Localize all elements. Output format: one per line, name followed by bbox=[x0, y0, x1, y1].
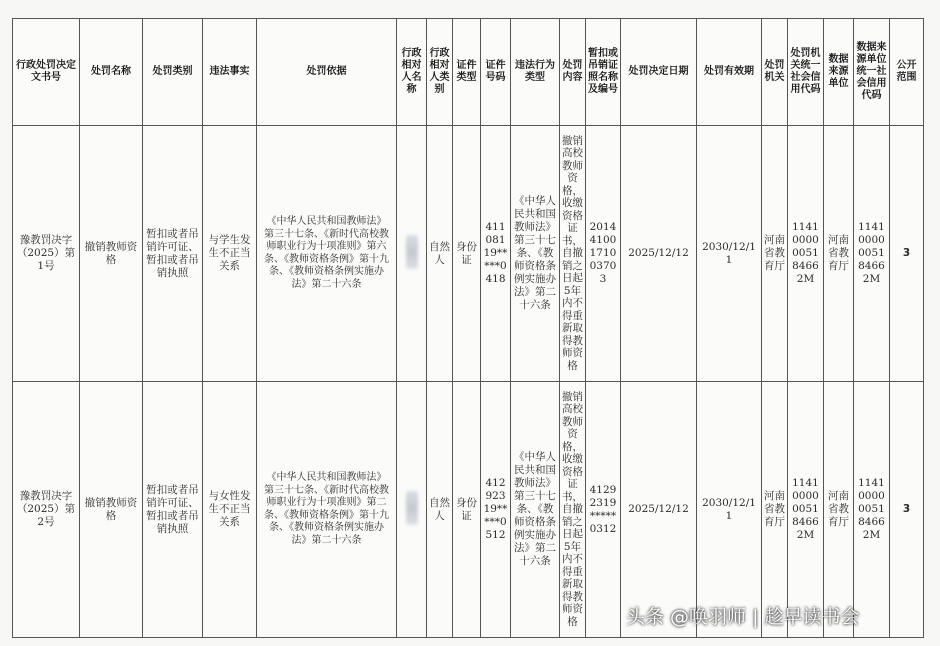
valid-until-cell: 2030/12/11 bbox=[697, 126, 762, 382]
decision-date-cell: 2025/12/12 bbox=[621, 382, 697, 638]
header-cell: 处罚类别 bbox=[143, 19, 203, 126]
content-cell: 撤销高校教师资格，收缴资格证书，自撤销之日起5年内不得重新取得教师资格 bbox=[560, 126, 586, 382]
header-cell: 违法行为类型 bbox=[511, 19, 560, 126]
id-number-cell: 41292319*****0512 bbox=[481, 382, 511, 638]
category-cell: 暂扣或者吊销许可证、暂扣或者吊销执照 bbox=[143, 126, 203, 382]
header-cell: 处罚依据 bbox=[257, 19, 397, 126]
id-type-cell: 身份证 bbox=[453, 126, 481, 382]
header-cell: 数据来源单位 bbox=[824, 19, 854, 126]
header-cell: 证件类型 bbox=[453, 19, 481, 126]
basis-cell: 《中华人民共和国教师法》第三十七条、《新时代高校教师职业行为十项准则》第二条、《教师资格条例》第十九条、《教师资格条例实施办法》第二十六条 bbox=[257, 382, 397, 638]
header-cell: 处罚机关 bbox=[762, 19, 788, 126]
header-cell: 证件号码 bbox=[481, 19, 511, 126]
party-name-cell bbox=[397, 382, 427, 638]
scope-cell: 3 bbox=[890, 126, 924, 382]
header-cell: 处罚决定日期 bbox=[621, 19, 697, 126]
id-number-cell: 41108119*****0418 bbox=[481, 126, 511, 382]
redacted-name bbox=[406, 491, 418, 525]
penalty-table bbox=[12, 18, 924, 638]
party-name-cell bbox=[397, 126, 427, 382]
party-type-cell: 自然人 bbox=[427, 126, 453, 382]
penalty-name-cell: 撤销教师资格 bbox=[80, 382, 143, 638]
authority-cell: 河南省教育厅 bbox=[762, 126, 788, 382]
doc-number-cell: 豫教罚决字（2025）第1号 bbox=[13, 126, 80, 382]
penalty-name-cell: 撤销教师资格 bbox=[80, 126, 143, 382]
license-cell: 20144100171003703 bbox=[586, 126, 621, 382]
authority-code-cell: 11410000005184662M bbox=[788, 126, 824, 382]
id-type-cell: 身份证 bbox=[453, 382, 481, 638]
source-cell: 河南省教育厅 bbox=[824, 126, 854, 382]
license-cell: 41292319*****0312 bbox=[586, 382, 621, 638]
source-cell: 河南省教育厅 bbox=[824, 382, 854, 638]
header-cell: 处罚名称 bbox=[80, 19, 143, 126]
header-cell: 行政相对人类别 bbox=[427, 19, 453, 126]
scope-cell: 3 bbox=[890, 382, 924, 638]
source-code-cell: 11410000005184662M bbox=[854, 382, 890, 638]
redacted-name bbox=[406, 235, 418, 269]
doc-number-cell: 豫教罚决字（2025）第2号 bbox=[13, 382, 80, 638]
watermark-text: 头条 @唤羽师 | 趁早读书会 bbox=[626, 606, 860, 628]
header-cell: 公开范围 bbox=[890, 19, 924, 126]
header-cell: 违法事实 bbox=[203, 19, 257, 126]
header-cell: 处罚机关统一社会信用代码 bbox=[788, 19, 824, 126]
violation-type-cell: 《中华人民共和国教师法》第三十七条、《教师资格条例实施办法》第二十六条 bbox=[511, 126, 560, 382]
facts-cell: 与女性发生不正当关系 bbox=[203, 382, 257, 638]
decision-date-cell: 2025/12/12 bbox=[621, 126, 697, 382]
table-row bbox=[13, 126, 924, 382]
party-type-cell: 自然人 bbox=[427, 382, 453, 638]
table-row bbox=[13, 382, 924, 638]
authority-cell: 河南省教育厅 bbox=[762, 382, 788, 638]
header-cell: 数据来源单位统一社会信用代码 bbox=[854, 19, 890, 126]
source-code-cell: 11410000005184662M bbox=[854, 126, 890, 382]
content-cell: 撤销高校教师资格，收缴资格证书，自撤销之日起5年内不得重新取得教师资格 bbox=[560, 382, 586, 638]
header-cell: 处罚有效期 bbox=[697, 19, 762, 126]
authority-code-cell: 11410000005184662M bbox=[788, 382, 824, 638]
valid-until-cell: 2030/12/11 bbox=[697, 382, 762, 638]
facts-cell: 与学生发生不正当关系 bbox=[203, 126, 257, 382]
header-row bbox=[13, 19, 924, 126]
violation-type-cell: 《中华人民共和国教师法》第三十七条、《教师资格条例实施办法》第二十六条 bbox=[511, 382, 560, 638]
category-cell: 暂扣或者吊销许可证、暂扣或者吊销执照 bbox=[143, 382, 203, 638]
basis-cell: 《中华人民共和国教师法》第三十七条、《新时代高校教师职业行为十项准则》第六条、《教师资格条例》第十九条、《教师资格条例实施办法》第二十六条 bbox=[257, 126, 397, 382]
header-cell: 行政处罚决定文书号 bbox=[13, 19, 80, 126]
header-cell: 行政相对人名称 bbox=[397, 19, 427, 126]
header-cell: 暂扣或吊销证照名称及编号 bbox=[586, 19, 621, 126]
header-cell: 处罚内容 bbox=[560, 19, 586, 126]
